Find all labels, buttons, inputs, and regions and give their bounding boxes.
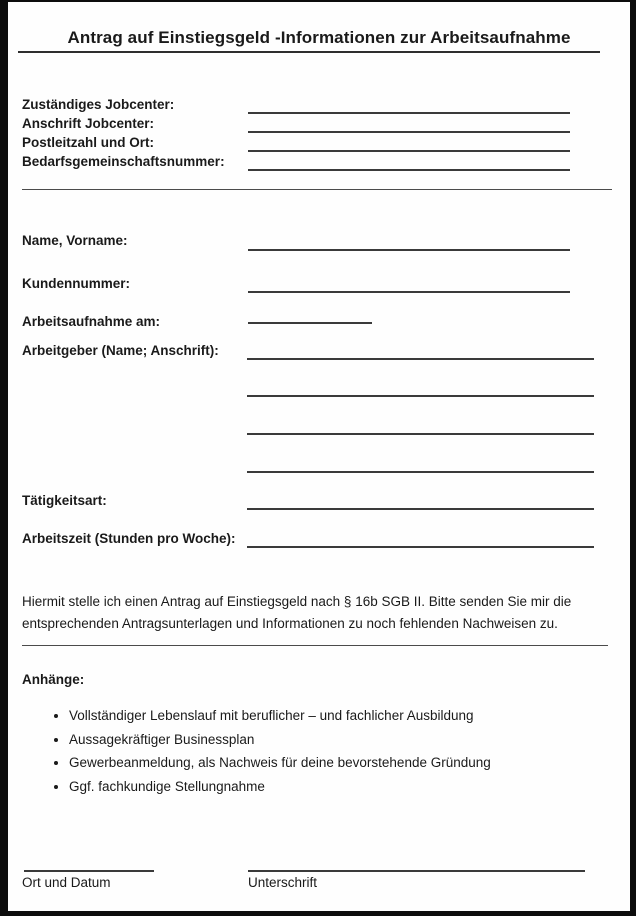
attachment-item-businessplan: • Aussagekräftiger Businessplan	[69, 728, 629, 752]
attachment-item-stellungnahme: • Ggf. fachkundige Stellungnahme	[69, 775, 629, 799]
place-date-signature-line[interactable]	[24, 870, 154, 872]
jobcenter-name-field[interactable]	[248, 112, 570, 114]
weekly-hours-field[interactable]	[247, 546, 594, 548]
activity-type-label: Tätigkeitsart:	[22, 493, 107, 508]
jobcenter-zip-city-field[interactable]	[248, 150, 570, 152]
attachments-list	[22, 704, 629, 798]
form-page	[8, 2, 630, 911]
jobcenter-name-label: Zuständiges Jobcenter:	[22, 97, 175, 112]
bedarfsgemeinschaftsnummer-label: Bedarfsgemeinschaftsnummer:	[22, 154, 225, 169]
employer-field-line-3[interactable]	[247, 433, 594, 435]
attachments-heading: Anhänge:	[22, 672, 85, 687]
signature-label: Unterschrift	[248, 875, 318, 890]
form-title: Antrag auf Einstiegsgeld -Informationen zur Arbeitsaufnahme	[67, 28, 571, 47]
section-divider-bottom	[22, 645, 608, 646]
weekly-hours-label: Arbeitszeit (Stunden pro Woche):	[22, 531, 236, 546]
name-field[interactable]	[248, 249, 570, 251]
title-rule	[18, 51, 600, 53]
employer-field-line-1[interactable]	[247, 358, 594, 360]
activity-type-field[interactable]	[247, 508, 594, 510]
signature-line[interactable]	[248, 870, 585, 872]
jobcenter-zip-city-label: Postleitzahl und Ort:	[22, 135, 155, 150]
section-divider-top	[22, 189, 612, 190]
attachment-item-cv: • Vollständiger Lebenslauf mit beruflicher – und fachlicher Ausbildung	[69, 704, 629, 728]
jobcenter-address-field[interactable]	[248, 131, 570, 133]
name-label: Name, Vorname:	[22, 233, 128, 248]
customer-number-field[interactable]	[248, 291, 570, 293]
employer-field-line-4[interactable]	[247, 471, 594, 473]
bedarfsgemeinschaftsnummer-field[interactable]	[248, 169, 570, 171]
employer-label: Arbeitgeber (Name; Anschrift):	[22, 343, 219, 358]
attachment-item-gewerbeanmeldung: • Gewerbeanmeldung, als Nachweis für deine bevorstehende Gründung	[69, 751, 629, 775]
jobcenter-address-label: Anschrift Jobcenter:	[22, 116, 155, 131]
work-start-date-field[interactable]	[248, 322, 372, 324]
customer-number-label: Kundennummer:	[22, 276, 130, 291]
work-start-date-label: Arbeitsaufnahme am:	[22, 314, 161, 329]
application-statement: Hiermit stelle ich einen Antrag auf Einstiegsgeld nach § 16b SGB II. Bitte senden Sie mir die entsprechenden Antragsunterlagen und Informationen zu noch fehlenden Nachweisen zu.	[22, 594, 572, 631]
employer-field-line-2[interactable]	[247, 395, 594, 397]
place-date-label: Ort und Datum	[22, 875, 111, 890]
